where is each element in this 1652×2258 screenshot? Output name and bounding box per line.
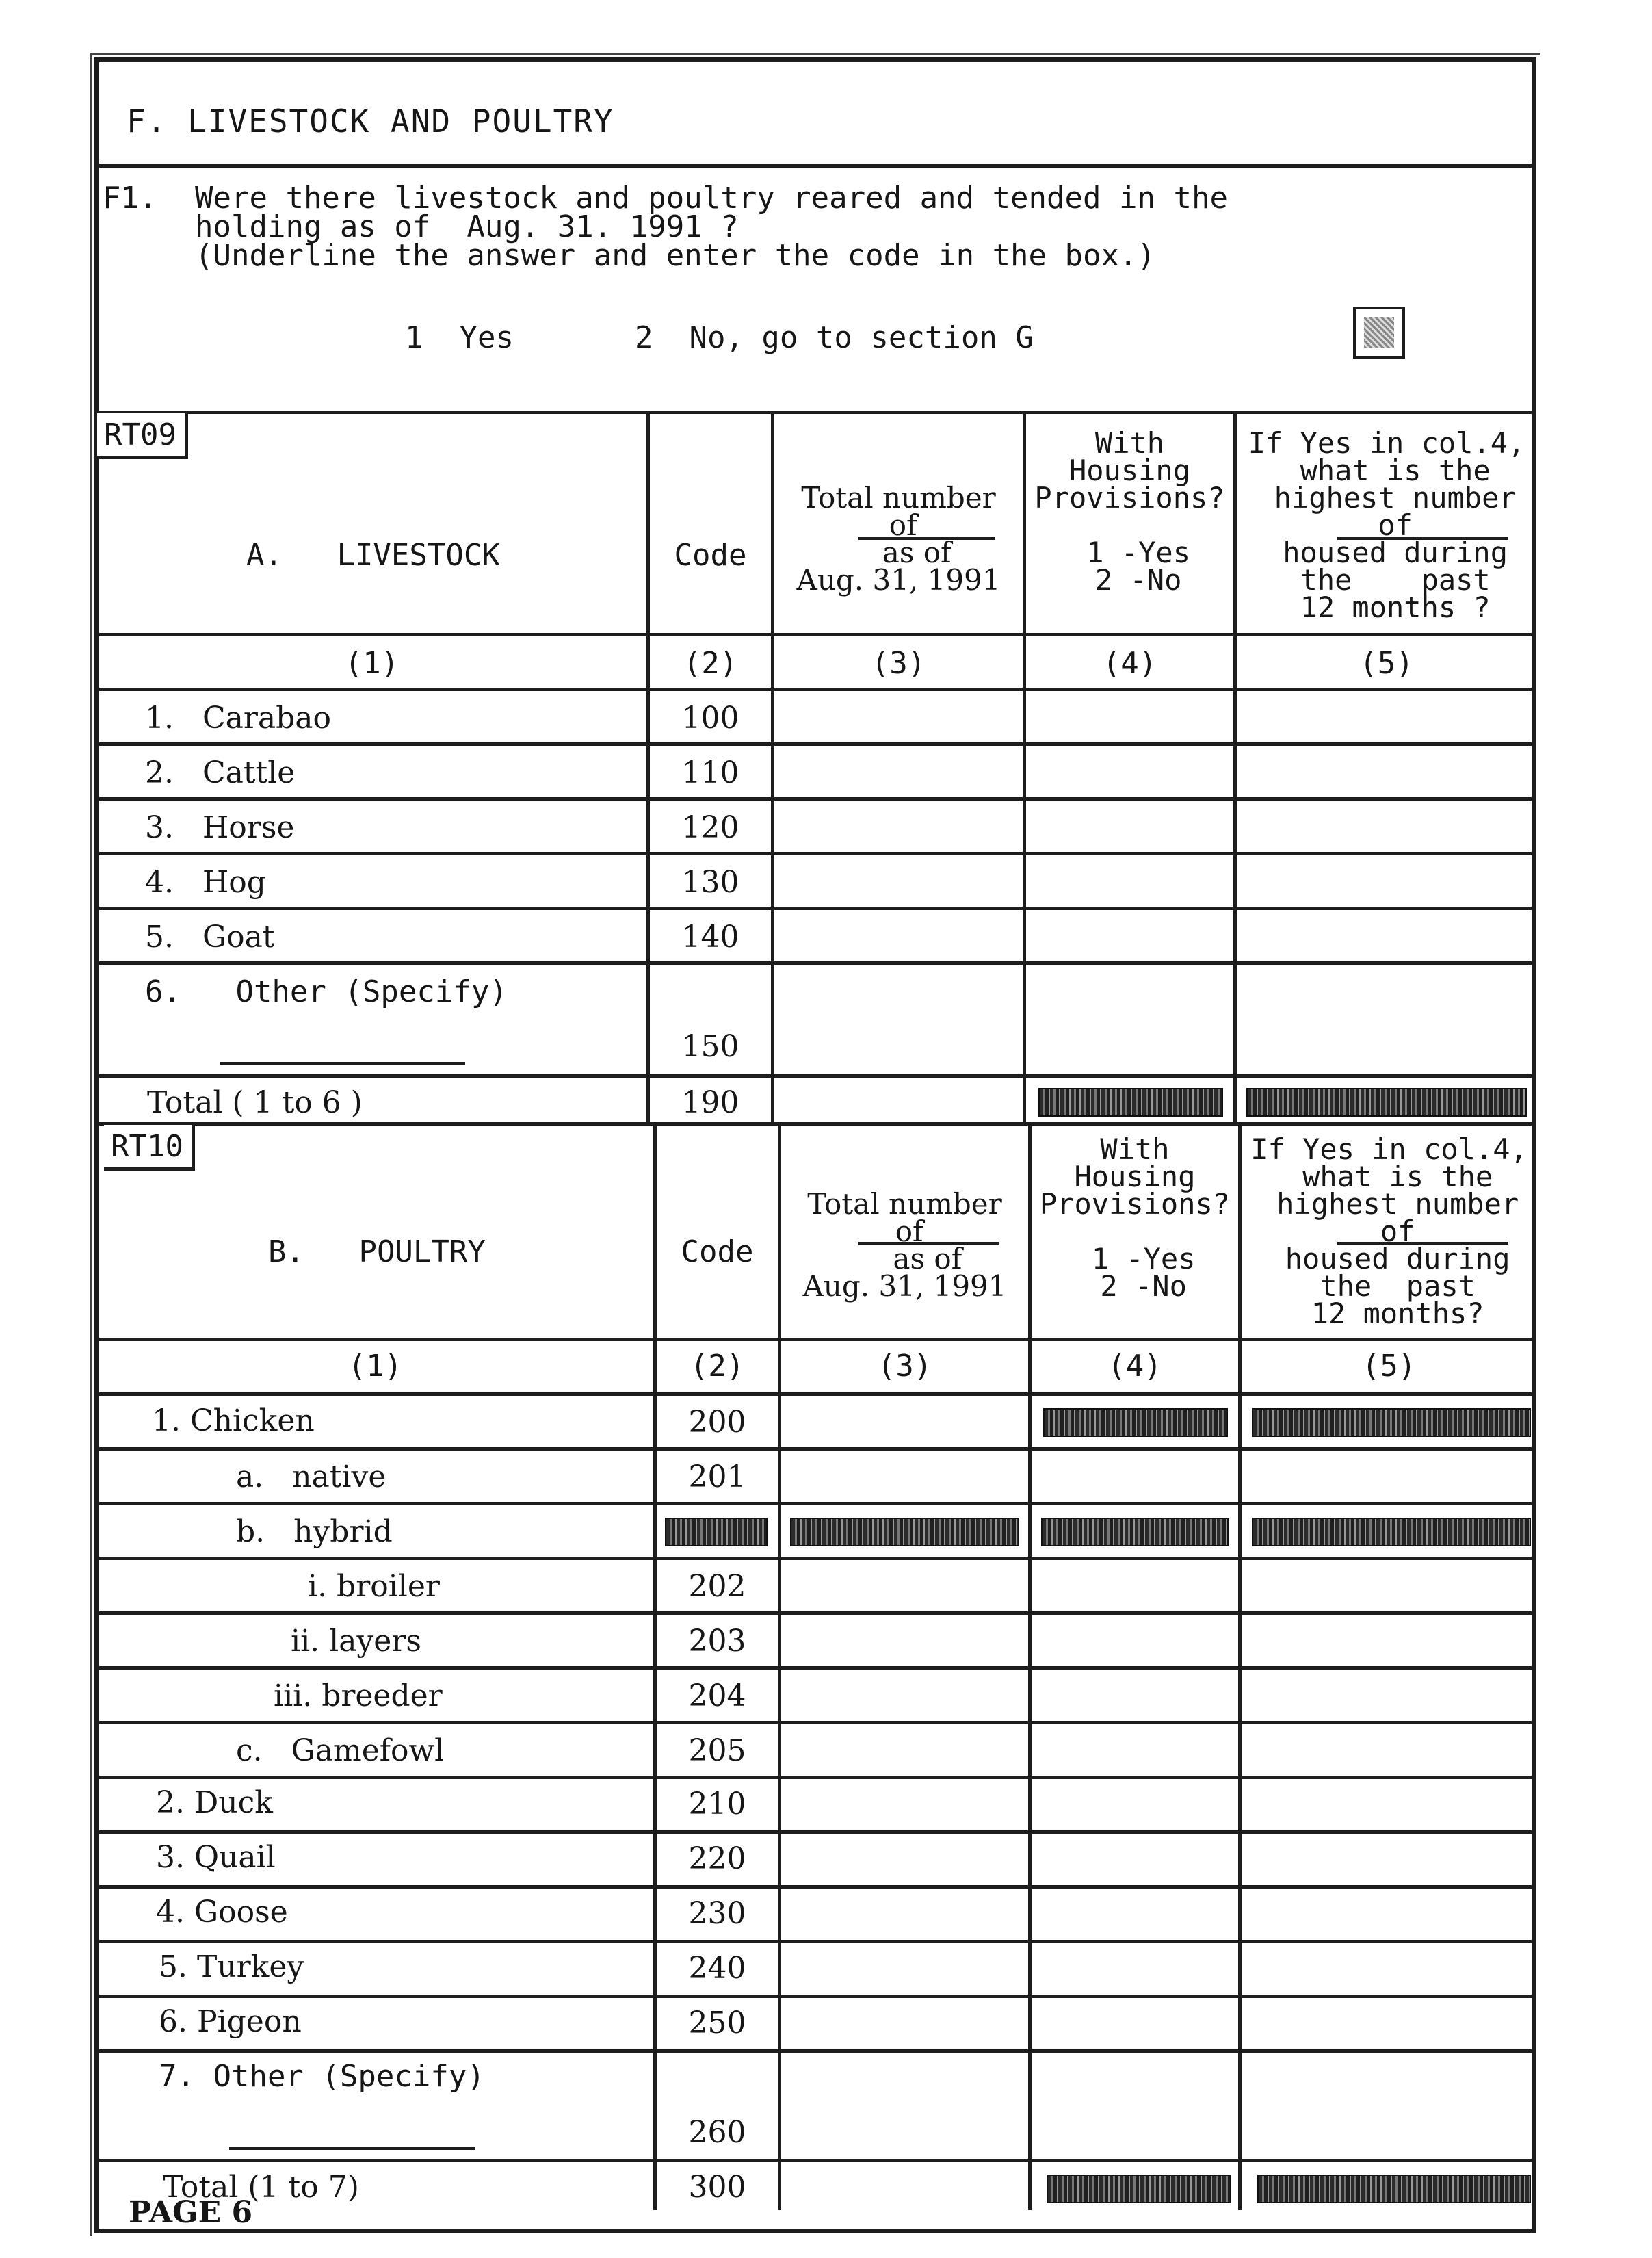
col-number: (1) — [344, 646, 399, 681]
poultry-total-code: 300 — [688, 2170, 746, 2205]
answer-option-no[interactable]: 2 No, go to section G — [635, 320, 1034, 355]
row-line — [97, 1776, 1536, 1779]
poultry-row-code: 205 — [688, 1733, 746, 1768]
livestock-row-code: 100 — [681, 701, 739, 736]
shaded-cell — [1246, 1088, 1527, 1117]
poultry-row-label: iii. breeder — [274, 1678, 443, 1713]
row-line — [97, 1885, 1536, 1889]
total-number-header: Total number of as of Aug. 31, 1991 — [796, 481, 1001, 597]
highest-number-header: If Yes in col.4, what is the highest number of housed during the past 12 months? — [1250, 1132, 1528, 1330]
col-number: (3) — [871, 646, 926, 681]
poultry-row-code: 240 — [688, 1951, 746, 1986]
poultry-row-code: 201 — [688, 1459, 746, 1494]
header-blank-line — [1337, 537, 1508, 540]
row-line — [97, 1830, 1536, 1834]
row-line — [97, 688, 1536, 691]
col-number: (4) — [1102, 646, 1157, 681]
poultry-row-code: 200 — [688, 1405, 746, 1440]
poultry-row-label: i. broiler — [308, 1569, 440, 1604]
livestock-total-code: 190 — [681, 1085, 739, 1120]
record-type-rt10: RT10 — [104, 1125, 195, 1171]
livestock-row-code: 120 — [681, 810, 739, 845]
row-line — [97, 2049, 1536, 2053]
shaded-cell — [1043, 1408, 1228, 1437]
poultry-row-label: 4. Goose — [156, 1895, 288, 1930]
row-line — [97, 1611, 1536, 1615]
header-blank-line — [858, 1242, 999, 1245]
livestock-heading: A. LIVESTOCK — [246, 538, 500, 573]
col-number: (5) — [1359, 646, 1414, 681]
poultry-row-label: 1. Chicken — [152, 1403, 315, 1438]
row-line — [97, 633, 1536, 636]
col-number: (2) — [683, 646, 738, 681]
shaded-cell — [1047, 2175, 1231, 2203]
answer-code-box[interactable] — [1353, 307, 1405, 359]
housing-header: With Housing Provisions? 1 -Yes 2 -No — [1034, 426, 1225, 597]
header-blank-line — [858, 537, 995, 540]
table-a-top-border — [97, 411, 1536, 414]
livestock-row-label: 6. Other (Specify) — [145, 974, 508, 1009]
row-line — [97, 797, 1536, 801]
poultry-row-code: 210 — [688, 1787, 746, 1821]
poultry-row-code: 260 — [688, 2115, 746, 2150]
poultry-row-code: 204 — [688, 1678, 746, 1713]
col-number: (4) — [1107, 1349, 1162, 1384]
col-number: (3) — [877, 1349, 932, 1384]
col-number: (1) — [348, 1349, 403, 1384]
livestock-row-code: 150 — [681, 1029, 739, 1064]
section-title: F. LIVESTOCK AND POULTRY — [127, 103, 614, 140]
header-blank-line — [1337, 1242, 1508, 1245]
livestock-row-label: 2. Cattle — [145, 755, 296, 790]
poultry-row-label: 5. Turkey — [159, 1949, 304, 1984]
poultry-row-label: b. hybrid — [236, 1514, 393, 1549]
poultry-row-label: ii. layers — [291, 1624, 421, 1659]
poultry-total-label: Total (1 to 7) — [163, 2170, 359, 2205]
total-number-header: Total number of as of Aug. 31, 1991 — [802, 1187, 1007, 1303]
question-line-2: holding as of Aug. 31. 1991 ? — [195, 209, 739, 244]
poultry-row-label: 3. Quail — [156, 1840, 276, 1875]
answer-option-yes[interactable]: 1 Yes — [405, 320, 514, 355]
row-line — [97, 961, 1536, 965]
shaded-cell — [1252, 1518, 1531, 1546]
livestock-row-label: 3. Horse — [145, 810, 295, 845]
row-line — [97, 2159, 1536, 2162]
livestock-row-code: 140 — [681, 920, 739, 955]
row-line — [97, 1447, 1536, 1451]
poultry-row-label: a. native — [236, 1459, 386, 1494]
livestock-row-code: 130 — [681, 865, 739, 900]
shaded-cell — [665, 1518, 768, 1546]
row-line — [97, 1074, 1536, 1078]
poultry-row-label: c. Gamefowl — [236, 1733, 445, 1768]
poultry-row-code: 250 — [688, 2006, 746, 2040]
col-number: (2) — [690, 1349, 745, 1384]
shaded-cell — [790, 1518, 1019, 1546]
poultry-heading: B. POULTRY — [268, 1234, 486, 1269]
row-line — [97, 907, 1536, 910]
code-header: Code — [674, 538, 747, 573]
row-line — [97, 1940, 1536, 1943]
specify-blank-line[interactable] — [229, 2147, 475, 2150]
section-header — [99, 65, 1532, 168]
page-number: PAGE 6 — [129, 2195, 253, 2230]
row-line — [97, 852, 1536, 855]
livestock-row-label: 4. Hog — [145, 865, 266, 900]
question-number: F1. — [103, 181, 157, 216]
col-number: (5) — [1361, 1349, 1417, 1384]
livestock-total-label: Total ( 1 to 6 ) — [147, 1085, 363, 1120]
row-line — [97, 1995, 1536, 1998]
row-line — [97, 1392, 1536, 1396]
livestock-row-label: 1. Carabao — [145, 701, 331, 736]
poultry-row-code: 220 — [688, 1841, 746, 1876]
record-type-rt09: RT09 — [97, 413, 188, 459]
table-b-top-border — [97, 1122, 1536, 1126]
row-line — [97, 1557, 1536, 1560]
shaded-cell — [1257, 2175, 1531, 2203]
shaded-cell — [1041, 1518, 1229, 1546]
livestock-row-code: 110 — [681, 755, 739, 790]
housing-header: With Housing Provisions? 1 -Yes 2 -No — [1039, 1132, 1231, 1303]
specify-blank-line[interactable] — [220, 1062, 465, 1065]
poultry-row-code: 203 — [688, 1624, 746, 1659]
poultry-row-label: 6. Pigeon — [159, 2004, 302, 2039]
row-line — [97, 1666, 1536, 1670]
poultry-row-code: 230 — [688, 1896, 746, 1931]
poultry-row-label: 2. Duck — [156, 1785, 273, 1820]
row-line — [97, 742, 1536, 746]
row-line — [97, 1502, 1536, 1505]
code-header: Code — [681, 1234, 754, 1269]
poultry-row-label: 7. Other (Specify) — [159, 2059, 485, 2094]
row-line — [97, 1338, 1536, 1341]
question-line-1: Were there livestock and poultry reared and tended in the — [195, 181, 1228, 216]
highest-number-header: If Yes in col.4, what is the highest number of housed during the past 12 months ? — [1248, 426, 1525, 624]
shaded-cell — [1038, 1088, 1223, 1117]
poultry-row-code: 202 — [688, 1569, 746, 1604]
shaded-cell — [1252, 1408, 1531, 1437]
row-line — [97, 1721, 1536, 1724]
question-line-3: (Underline the answer and enter the code in the box.) — [195, 238, 1155, 273]
livestock-row-label: 5. Goat — [145, 920, 275, 955]
